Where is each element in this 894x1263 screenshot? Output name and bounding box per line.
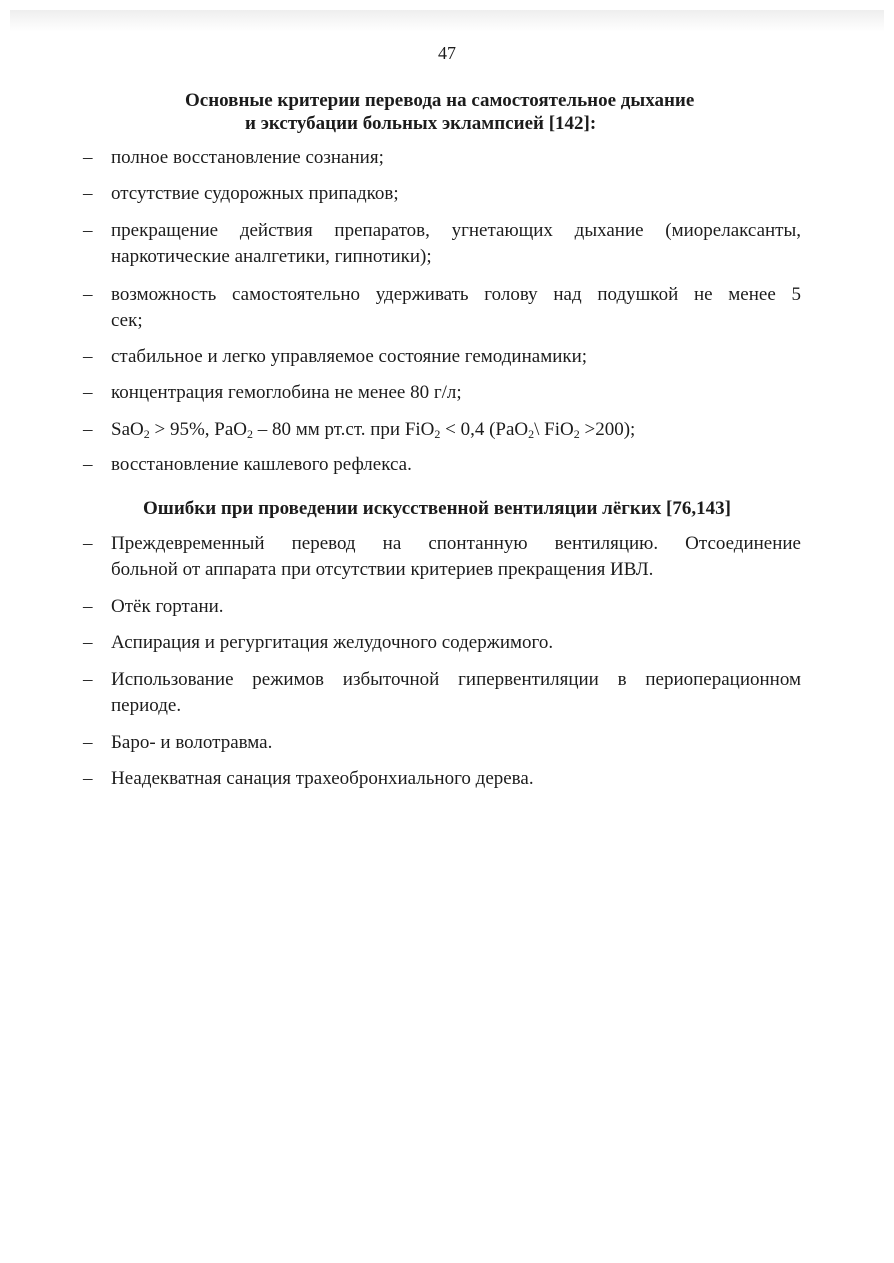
list-item-text bbox=[111, 145, 801, 171]
list-item-text bbox=[111, 594, 801, 620]
text-line: прекращение действия препаратов, угнетающих дыхание (миорелаксанты, bbox=[111, 220, 801, 241]
subscript: 2 bbox=[528, 427, 535, 441]
heading-line: и экстубации больных эклампсией [142]: bbox=[245, 113, 597, 134]
list-item-text bbox=[111, 282, 801, 334]
section-heading-extubation-criteria bbox=[0, 89, 894, 135]
dash-bullet: – bbox=[83, 454, 93, 475]
text-fragment: – 80 мм рт.ст. при FiO bbox=[253, 419, 435, 440]
list-item-text bbox=[111, 630, 801, 656]
section-heading-ventilation-errors bbox=[0, 497, 894, 520]
dash-bullet: – bbox=[83, 768, 93, 789]
text-line: Неадекватная санация трахеобронхиального дерева. bbox=[111, 768, 534, 789]
list-item-text bbox=[111, 730, 801, 756]
text-line: Аспирация и регургитация желудочного содержимого. bbox=[111, 632, 554, 653]
dash-bullet: – bbox=[83, 732, 93, 753]
page-number: 47 bbox=[438, 43, 456, 63]
list-item-text bbox=[111, 452, 801, 478]
text-line: Преждевременный перевод на спонтанную вентиляцию. Отсоединение bbox=[111, 533, 801, 554]
text-line bbox=[111, 417, 801, 443]
list-item-text-blood-gas bbox=[111, 417, 801, 443]
text-line: периоде. bbox=[111, 695, 182, 716]
list-item-text bbox=[111, 667, 801, 719]
text-fragment: >200); bbox=[579, 419, 636, 440]
dash-bullet: – bbox=[83, 220, 93, 241]
dash-bullet: – bbox=[83, 183, 93, 204]
heading-line: Основные критерии перевода на самостоятельное дыхание bbox=[185, 90, 695, 111]
list-item-text bbox=[111, 380, 801, 406]
dash-bullet: – bbox=[83, 669, 93, 690]
heading-line: Ошибки при проведении искусственной вентиляции лёгких [76,143] bbox=[143, 498, 731, 519]
dash-bullet: – bbox=[83, 419, 93, 440]
list-item-text bbox=[111, 531, 801, 583]
dash-bullet: – bbox=[83, 147, 93, 168]
dash-bullet: – bbox=[83, 382, 93, 403]
text-fragment: < 0,4 (PaO bbox=[440, 419, 529, 440]
text-fragment: SaO bbox=[111, 419, 144, 440]
subscript: 2 bbox=[573, 427, 580, 441]
text-line: восстановление кашлевого рефлекса. bbox=[111, 454, 412, 475]
text-line: возможность самостоятельно удерживать голову над подушкой не менее 5 bbox=[111, 284, 801, 305]
text-line: сек; bbox=[111, 310, 143, 331]
text-line: стабильное и легко управляемое состояние гемодинамики; bbox=[111, 346, 588, 367]
text-line: больной от аппарата при отсутствии критериев прекращения ИВЛ. bbox=[111, 559, 654, 580]
text-line: Баро- и волотравма. bbox=[111, 732, 273, 753]
dash-bullet: – bbox=[83, 346, 93, 367]
dash-bullet: – bbox=[83, 533, 93, 554]
text-line: наркотические аналгетики, гипнотики); bbox=[111, 246, 432, 267]
list-item-text bbox=[111, 181, 801, 207]
text-line: полное восстановление сознания; bbox=[111, 147, 384, 168]
text-line: Использование режимов избыточной гипервентиляции в периоперационном bbox=[111, 669, 801, 690]
scan-edge-shadow bbox=[10, 10, 884, 32]
subscript: 2 bbox=[434, 427, 441, 441]
subscript: 2 bbox=[247, 427, 253, 441]
list-item-text bbox=[111, 218, 801, 270]
text-line: Отёк гортани. bbox=[111, 596, 224, 617]
list-item-text bbox=[111, 766, 801, 792]
list-item-text bbox=[111, 344, 801, 370]
dash-bullet: – bbox=[83, 596, 93, 617]
text-fragment: \ FiO bbox=[534, 419, 574, 440]
dash-bullet: – bbox=[83, 632, 93, 653]
subscript: 2 bbox=[143, 427, 150, 441]
text-line: отсутствие судорожных припадков; bbox=[111, 183, 399, 204]
text-fragment: > 95%, PaO bbox=[149, 419, 247, 440]
dash-bullet: – bbox=[83, 284, 93, 305]
text-line: концентрация гемоглобина не менее 80 г/л; bbox=[111, 382, 462, 403]
